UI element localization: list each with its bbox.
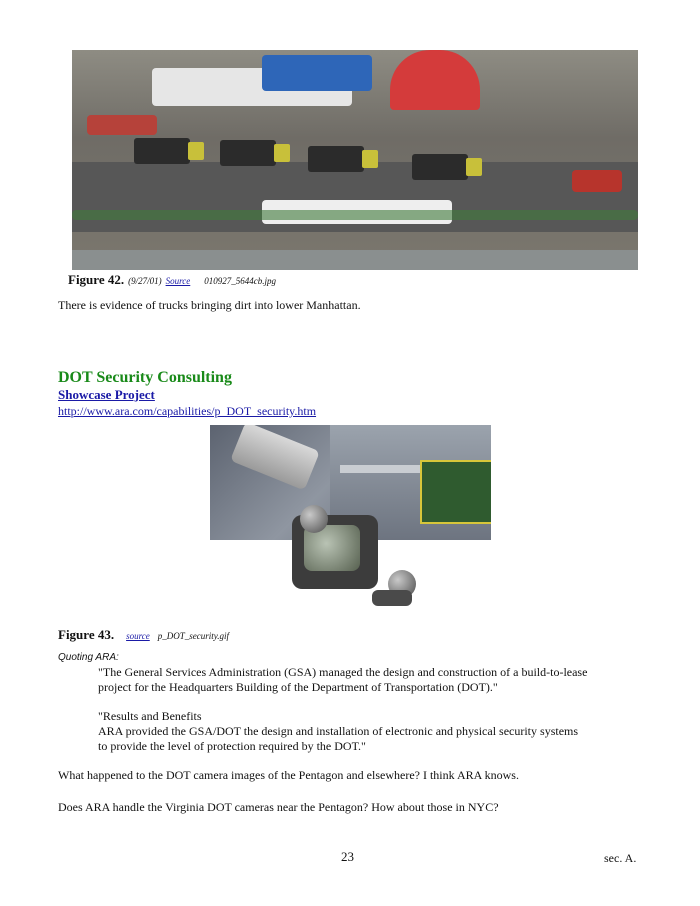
quote-para2-body: ARA provided the GSA/DOT the design and installation of electronic and physical security systems to provide the level of protection required by the DOT." <box>98 724 579 753</box>
page-number: 23 <box>341 849 354 864</box>
figure-43-source-link[interactable]: source <box>126 631 150 641</box>
quote-paragraph-2 <box>98 709 588 754</box>
showcase-project-link[interactable]: Showcase Project <box>58 387 155 402</box>
figure-42-date: (9/27/01) <box>128 276 162 286</box>
figure-42-source-link[interactable]: Source <box>165 276 191 286</box>
section-label: sec. A. <box>604 851 637 865</box>
ara-url-link[interactable]: http://www.ara.com/capabilities/p_DOT_security.htm <box>58 404 317 418</box>
figure-43-label: Figure 43. <box>58 627 115 642</box>
figure-42-filename: 010927_5644cb.jpg <box>204 276 277 286</box>
camera-base <box>372 590 412 606</box>
question-2: Does ARA handle the Virginia DOT cameras near the Pentagon? How about those in NYC? <box>58 800 499 814</box>
figure-42-caption <box>68 271 276 289</box>
trucks-evidence-text: There is evidence of trucks bringing dirt into lower Manhattan. <box>58 298 361 312</box>
section-heading: DOT Security Consulting <box>58 369 232 386</box>
quote-intro: Quoting ARA: <box>58 652 119 663</box>
figure-42-label: Figure 42. <box>68 272 125 287</box>
quote-paragraph-1: "The General Services Administration (GSA) managed the design and construction of a build-to-lease project for the Headquarters Building of the Department of Transportation (DOT)." <box>98 665 588 694</box>
figure-43-caption <box>58 626 229 644</box>
question-1: What happened to the DOT camera images of the Pentagon and elsewhere? I think ARA knows. <box>58 768 519 782</box>
figure-42-photo <box>72 50 638 270</box>
camera-dome-left <box>300 505 328 533</box>
quote-para2-title: "Results and Benefits <box>98 709 202 723</box>
figure-43-filename: p_DOT_security.gif <box>157 631 230 641</box>
